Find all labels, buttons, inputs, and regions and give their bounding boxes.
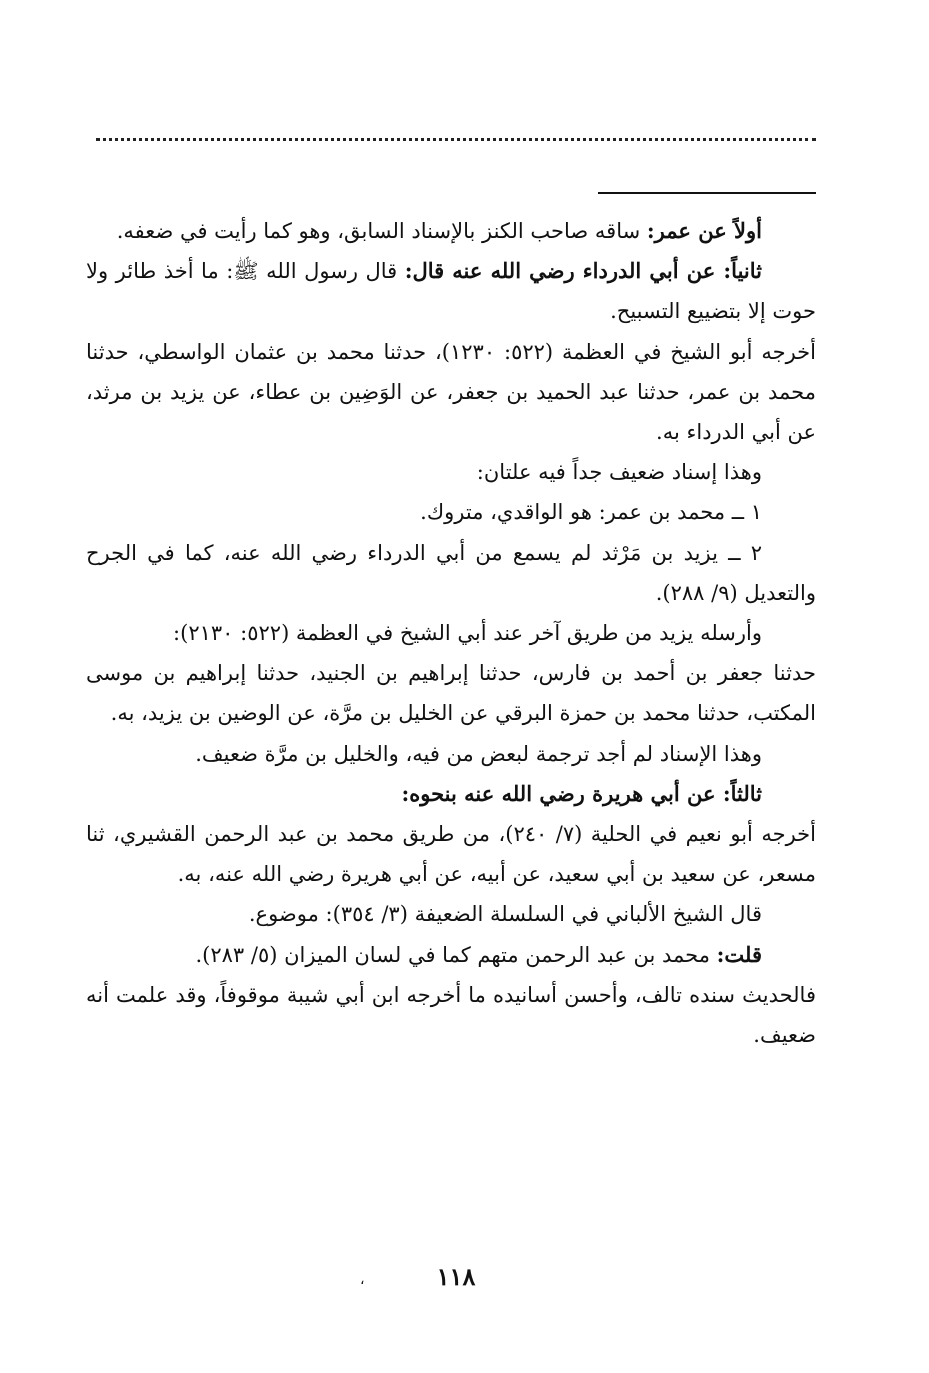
paragraph-abu-hurayra [86,774,816,814]
paragraph-text: ساقه صاحب الكنز بالإسناد السابق، وهو كما رأيت في ضعفه. [116,219,647,243]
footnote-rule [598,192,816,194]
stray-mark: ، [360,1272,365,1288]
heading-second: ثانياً: عن أبي الدرداء رضي الله عنه قال: [404,258,762,284]
paragraph-albani: قال الشيخ الألباني في السلسلة الضعيفة (٣/ ٣٥٤): موضوع. [248,902,762,927]
paragraph-umar [86,211,816,251]
paragraph-abu-darda [86,251,816,331]
paragraph-qultu [86,935,816,975]
paragraph-takhrij-abu-nuaym: أخرجه أبو نعيم في الحلية (٧/ ٢٤٠)، من طريق محمد بن عبد الرحمن القشيري، ثنا مسعر، عن سعيد بن أبي سعيد، عن أبيه، عن أبي هريرة رضي الله عنه، به. [86,822,816,887]
heading-third: ثالثاً: عن أبي هريرة رضي الله عنه بنحوه: [401,780,762,806]
paragraph-isnad-ruling: وهذا الإسناد لم أجد ترجمة لبعض من فيه، والخليل بن مرَّة ضعيف. [195,741,762,766]
paragraph-conclusion: فالحديث سنده تالف، وأحسن أسانيده ما أخرجه ابن أبي شيبة موقوفاً، وقد علمت أنه ضعيف. [86,982,816,1048]
page-body [86,211,816,1055]
heading-qultu: قلت: [716,941,762,967]
list-item-defect-1: ١ ــ محمد بن عمر: هو الواقدي، متروك. [420,500,762,525]
paragraph-text: قال رسول الله ﷺ: ما أخذ طائر ولا حوت إلا بتضييع التسبيح. [86,259,816,324]
list-item-defect-2: ٢ ــ يزيد بن مَرْثد لم يسمع من أبي الدرداء رضي الله عنه، كما في الجرح والتعديل (٩/ ٢٨٨). [86,540,816,605]
paragraph-isnad: حدثنا جعفر بن أحمد بن فارس، حدثنا إبراهيم بن الجنيد، حدثنا إبراهيم بن موسى المكتب، حدثنا محمد بن حمزة البرقي عن الخليل بن مرَّة، عن الوضين بن يزيد، به. [86,661,816,726]
paragraph-text: محمد بن عبد الرحمن متهم كما في لسان الميزان (٥/ ٢٨٣). [195,942,717,967]
heading-first: أولاً عن عمر: [646,218,762,243]
dotted-separator [96,138,816,141]
page-number: ١١٨ [436,1262,476,1291]
paragraph-mursal: وأرسله يزيد من طريق آخر عند أبي الشيخ في العظمة (٥٢٢: ٢١٣٠): [173,621,762,646]
paragraph-takhrij-abu-shaykh: أخرجه أبو الشيخ في العظمة (٥٢٢: ١٢٣٠)، حدثنا محمد بن عثمان الواسطي، حدثنا محمد بن عمر، حدثنا عبد الحميد بن جعفر، عن الوَضِين بن عطاء، عن يزيد بن مرثد، عن أبي الدرداء به. [86,339,816,445]
paragraph-two-defects: وهذا إسناد ضعيف جداً فيه علتان: [476,460,762,485]
